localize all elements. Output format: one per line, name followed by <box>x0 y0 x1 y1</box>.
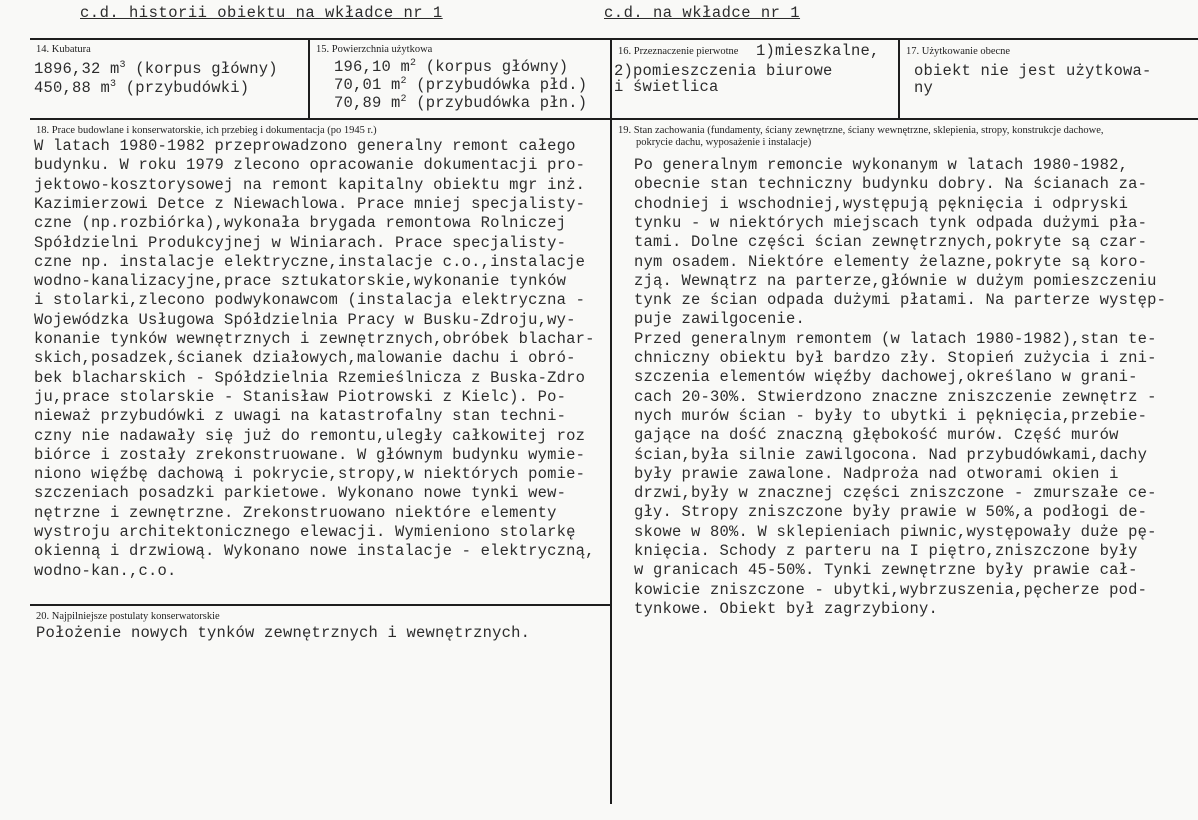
field15-row1-note: (korpus główny) <box>425 58 569 76</box>
grid-line-field20-top <box>30 604 612 606</box>
field15-row3 <box>334 90 587 113</box>
field18-line-20: nętrzne i zewnętrzne. Zrekonstruowano niektóre elementy <box>34 503 557 522</box>
field19-line-5: tami. Dolne części ścian zewnętrznych,pokryte są czar- <box>634 233 1148 252</box>
grid-line-upper-row <box>30 118 1198 120</box>
field19-line-10: Przed generalnym remontem (w latach 1980-1982),stan te- <box>634 329 1157 348</box>
field18-line-17: biórce i zostały zrekonstruowane. W głównym budynku wymie- <box>34 445 586 464</box>
grid-line-col3 <box>898 38 900 120</box>
field18-line-18: niono więźbę dachową i pokrycie,stropy,w niektórych pomie- <box>34 465 586 484</box>
grid-line-center <box>610 38 612 804</box>
field18-line-2: budynku. W roku 1979 zlecono opracowanie dokumentacji pro- <box>34 156 586 175</box>
field19-line-19: gły. Stropy zniszczone były prawie w 50%,a podłogi de- <box>634 503 1148 522</box>
field15-row2-exp: 2 <box>400 76 407 87</box>
field14-row1-value: 1896,32 m <box>34 60 120 78</box>
field20-text: Położenie nowych tynków zewnętrznych i wewnętrznych. <box>36 624 531 642</box>
field19-line-20: skowe w 80%. W sklepieniach piwnic,występowały duże pę- <box>634 522 1157 541</box>
field19-line-24: tynkowe. Obiekt był zagrzybiony. <box>634 599 939 618</box>
field18-line-6: Spółdzielni Produkcyjnej w Winiarach. Prace specjalisty- <box>34 233 567 252</box>
field14-row1-note: (korpus główny) <box>135 60 278 78</box>
field19-line-13: cach 20-30%. Stwierdzono znaczne zniszczenie zewnętrz - <box>634 387 1157 406</box>
field18-line-8: wodno-kanalizacyjne,prace sztukatorskie,wykonanie tynków <box>34 272 567 291</box>
continuation-note: c.d. na wkładce nr 1 <box>604 4 801 22</box>
field19-line-7: zją. Wewnątrz na parterze,głównie w dużym pomieszczeniu <box>634 271 1157 290</box>
field18-line-7: czne np. instalacje elektryczne,instalacje c.o.,instalacje <box>34 252 586 271</box>
field18-line-9: i stolarki,zlecono podwykonawcom (instalacja elektryczna - <box>34 291 586 310</box>
field18-line-19: szczeniach posadzki parkietowe. Wykonano nowe tynki wew- <box>34 484 567 503</box>
field19-line-12: szczenia elementów więźby dachowej,określano w grani- <box>634 368 1138 387</box>
field17-line-2: ny <box>914 79 934 97</box>
grid-line-col1 <box>308 38 310 120</box>
field19-line-6: nym osadem. Niektóre elementy żelazne,pokryte są koro- <box>634 252 1148 271</box>
field19-line-4: tynku - w niektórych miejscach tynk odpada dużymi pła- <box>634 213 1148 232</box>
field19-line-18: drzwi,były w znacznej części zniszczone - zmurszałe ce- <box>634 484 1157 503</box>
field19-line-22: w granicach 45-50%. Tynki zewnętrzne były prawie cał- <box>634 561 1138 580</box>
field18-line-23: wodno-kan.,c.o. <box>34 561 177 580</box>
field14-row2-exp: 3 <box>110 79 117 90</box>
field19-line-15: gające na dość znaczną głębokość murów. Część murów <box>634 426 1119 445</box>
field16-line-2: i świetlica <box>614 78 719 96</box>
field18-line-16: czny nie nadawały się już do remontu,uległy całkowitej roz <box>34 426 586 445</box>
field18-line-13: bek blacharskich - Spółdzielnia Rzemieślnicza z Buska-Zdro <box>34 368 586 387</box>
field16-line-1: 2)pomieszczenia biurowe <box>614 62 833 80</box>
field15-row3-exp: 2 <box>400 94 407 105</box>
field18-label: 18. Prace budowlane i konserwatorskie, ich przebieg i dokumentacja (po 1945 r.) <box>36 125 377 136</box>
field14-row2 <box>34 75 249 98</box>
field15-row3-value: 70,89 m <box>334 94 401 112</box>
field18-line-5: czne (np.rozbiórka),wykonała brygada remontowa Rolniczej <box>34 214 567 233</box>
field19-line-1: Po generalnym remoncie wykonanym w latach 1980-1982, <box>634 156 1129 174</box>
field19-line-14: nych murów ścian - były to ubytki i pęknięcia,przebie- <box>634 406 1148 425</box>
field15-row2-value: 70,01 m <box>334 76 401 94</box>
field18-line-12: skich,posadzek,ścianek działowych,malowanie dachu i obró- <box>34 349 576 368</box>
field19-label-line-1: 19. Stan zachowania (fundamenty, ściany zewnętrzne, ściany wewnętrzne, sklepienia, stropy, konstrukcje dachowe, <box>618 125 1104 136</box>
field17-label: 17. Użytkowanie obecne <box>906 46 1011 57</box>
field14-row2-value: 450,88 m <box>34 79 111 97</box>
field19-label-line-2: pokrycie dachu, wyposażenie i instalacje) <box>636 137 812 148</box>
field15-label: 15. Powierzchnia użytkowa <box>316 44 433 55</box>
field19-line-17: były prawie zawalone. Nadproża nad otworami okien i <box>634 464 1119 483</box>
field19-line-11: chniczny obiektu był bardzo zły. Stopień zużycia i zni- <box>634 349 1157 367</box>
grid-line-top <box>30 38 1198 40</box>
field19-line-3: chodniej i wschodniej,występują pęknięcia i odpryski <box>634 194 1129 213</box>
field14-row2-note: (przybudówki) <box>125 79 250 97</box>
field18-line-22: okienną i drzwiową. Wykonano nowe instalacje - elektryczną, <box>34 542 595 561</box>
field20-label: 20. Najpilniejsze postulaty konserwatorskie <box>36 611 220 622</box>
field19-line-8: tynk ze ścian odpada dużymi płatami. Na parterze występ- <box>634 291 1167 310</box>
field15-row3-note: (przybudówka płn.) <box>416 94 588 112</box>
field17-line-1: obiekt nie jest użytkowa- <box>914 62 1152 80</box>
field18-line-14: ju,prace stolarskie - Stanisław Piotrowski z Kielc). Po- <box>34 387 567 406</box>
field15-row1-exp: 2 <box>410 58 417 69</box>
field18-line-15: nieważ przybudówki z uwagi na katastrofalny stan techni- <box>34 407 567 426</box>
field14-row1-exp: 3 <box>119 60 126 71</box>
field18-line-4: Kazimierzowi Detce z Niewachlowa. Prace mniej specjalisty- <box>34 194 586 213</box>
field14-label: 14. Kubatura <box>36 44 91 55</box>
field18-line-3: jektowo-kosztorysowej na remont kapitalny obiektu mgr inż. <box>34 175 586 194</box>
field18-line-11: konanie tynków wewnętrznych i zewnętrznych,obróbek blachar- <box>34 330 595 348</box>
field19-line-2: obecnie stan techniczny budynku dobry. Na ścianach za- <box>634 175 1148 194</box>
field19-line-23: kowicie zniszczone - ubytki,wybrzuszenia,pęcherze pod- <box>634 580 1148 599</box>
field19-line-9: puje zawilgocenie. <box>634 310 806 329</box>
field18-line-10: Wojewódzka Usługowa Spółdzielnia Pracy w Busku-Zdroju,wy- <box>34 310 576 329</box>
field16-label: 16. Przeznaczenie pierwotne <box>618 46 739 57</box>
field15-row2-note: (przybudówka płd.) <box>416 76 588 94</box>
field15-row1-value: 196,10 m <box>334 58 411 76</box>
field18-line-21: wystroju architektonicznego elewacji. Wymieniono stolarkę <box>34 523 576 541</box>
field18-line-1: W latach 1980-1982 przeprowadzono generalny remont całego <box>34 137 576 155</box>
field19-line-16: ścian,była silnie zawilgocona. Nad przybudówkami,dachy <box>634 445 1148 464</box>
field19-line-21: knięcia. Schody z parteru na I piętro,zniszczone były <box>634 542 1138 560</box>
history-continuation-note: c.d. historii obiektu na wkładce nr 1 <box>80 4 443 22</box>
field16-text: 1)mieszkalne, <box>756 42 880 60</box>
